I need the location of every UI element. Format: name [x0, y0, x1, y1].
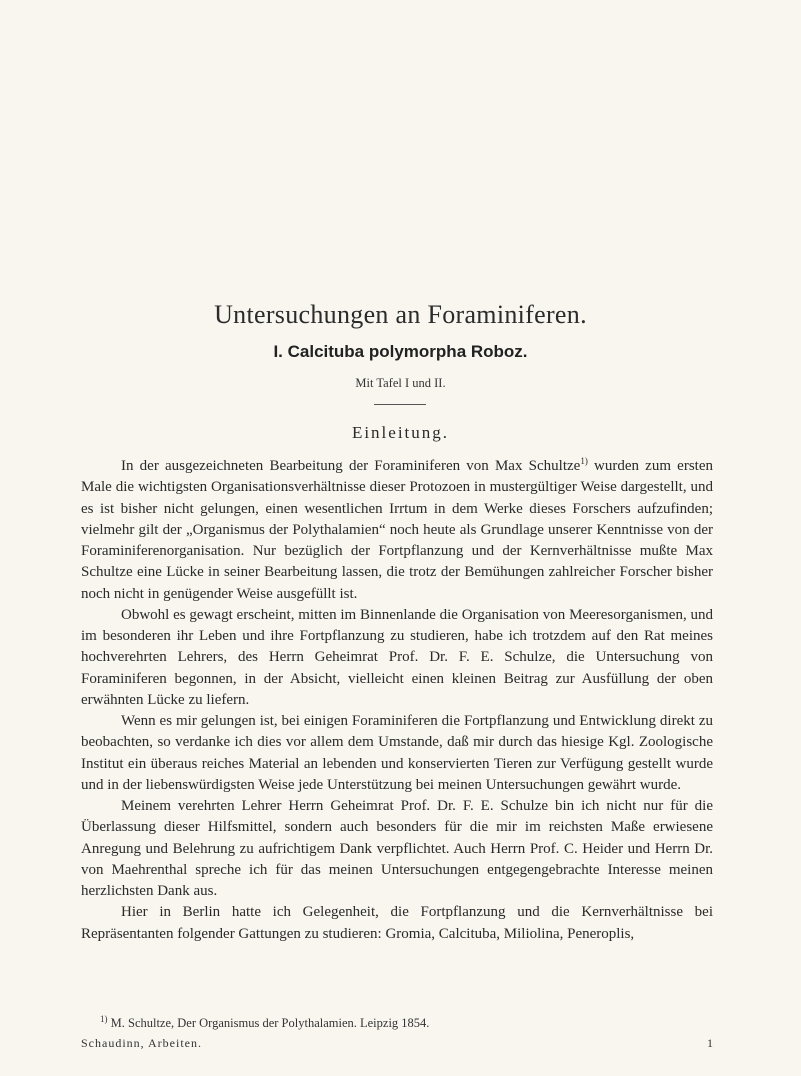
- footnote: [100, 1013, 720, 1031]
- paragraph: Obwohl es gewagt erscheint, mitten im Binnenlande die Organisation von Meeresorganismen, und im besonderen ihr Leben und ihre Fortpflanzung zu studieren, habe ich trotzdem auf den Rat meines hochverehrten Lehrers, des Herrn Geheimrat Prof. Dr. F. E. Schulze, die Untersuchung von Foraminiferen begonnen, in der Absicht, vielleicht einen kleinen Beitrag zur Ausfüllung der oben erwähnten Lücke zu liefern.: [81, 606, 713, 708]
- plate-note: Mit Tafel I und II.: [355, 376, 446, 390]
- signature-mark: 1: [707, 1036, 713, 1050]
- page-title: Untersuchungen an Foraminiferen.: [214, 300, 587, 329]
- paragraph-text: In der ausgezeichneten Bearbeitung der Foraminiferen von Max Schultze: [121, 458, 581, 474]
- paragraph: [81, 456, 713, 605]
- footnote-text: M. Schultze, Der Organismus der Polythalamien. Leipzig 1854.: [107, 1016, 430, 1030]
- paragraph: Meinem verehrten Lehrer Herrn Geheimrat Prof. Dr. F. E. Schulze bin ich nicht nur für die Überlassung dieser Hilfsmittel, sondern auch besonders für die mir im reichsten Maße erwiesene Anregung und Belehrung zu aufrichtigem Dank verpflichtet. Auch Herrn Prof. C. Heider und Herrn Dr. von Maehrenthal spreche ich für das meinen Untersuchungen entgegengebrachte Interesse meinen herzlichsten Dank aus.: [81, 798, 713, 899]
- page-footer: [81, 1036, 713, 1051]
- footer-source: Schaudinn, Arbeiten.: [81, 1036, 202, 1050]
- chapter-title: I. Calcituba polymorpha Roboz.: [273, 342, 528, 361]
- body-text: [81, 456, 713, 945]
- footnote-reference: 1): [580, 456, 588, 466]
- title-divider: [374, 404, 426, 405]
- paragraph: Hier in Berlin hatte ich Gelegenheit, die Fortpflanzung und die Kernverhältnisse bei Repräsentanten folgender Gattungen zu studieren: Gromia, Calcituba, Miliolina, Peneroplis,: [81, 904, 713, 942]
- footnote-marker: 1): [100, 1013, 108, 1024]
- paragraph: Wenn es mir gelungen ist, bei einigen Foraminiferen die Fortpflanzung und Entwicklung direkt zu beobachten, so verdanke ich dies vor allem dem Umstande, daß mir durch das hiesige Kgl. Zoologische Institut ein überaus reiches Material an lebenden und konservierten Tieren zur Verfügung gestellt wurde und in der liebenswürdigsten Weise jede Unterstützung bei meinen Untersuchungen gewährt wurde.: [81, 713, 713, 793]
- section-heading: Einleitung.: [351, 423, 450, 442]
- paragraph-text: wurden zum ersten Male die wichtigsten Organisationsverhältnisse dieser Protozoen in mustergültiger Weise dargestellt, und es ist bisher nicht gelungen, einen wesentlichen Irrtum in dem Werke dieses Forschers aufzufinden; vielmehr gilt der „Organismus der Polythalamien“ noch heute als Grundlage unserer Kenntnisse von der Foraminiferenorganisation. Nur bezüglich der Fortpflanzung und der Kernverhältnisse mußte Max Schultze eine Lücke in seiner Bearbeitung lassen, die trotz der Bemühungen zahlreicher Forscher bisher noch nicht in genügender Weise ausgefüllt ist.: [81, 458, 713, 602]
